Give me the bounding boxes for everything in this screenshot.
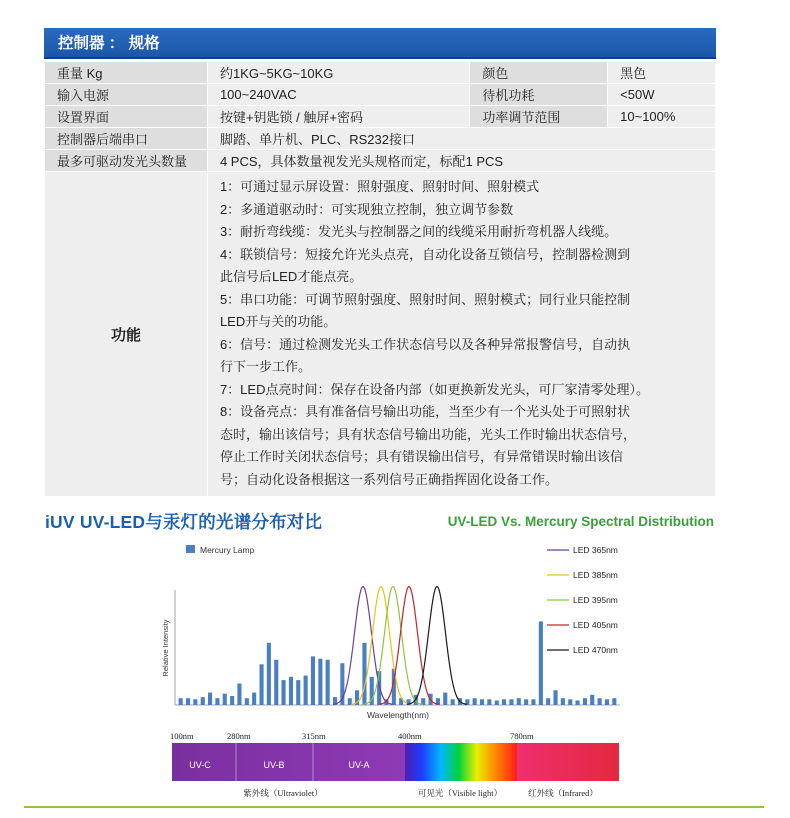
mercury-bar: [480, 699, 484, 705]
mercury-bar: [495, 701, 499, 706]
mercury-bar: [289, 677, 293, 705]
mercury-bar: [531, 699, 535, 705]
spectrum-section-title-cn: iUV UV-LED与汞灯的光谱分布对比: [45, 512, 323, 532]
band-uvb-label: UV-B: [263, 760, 285, 770]
mercury-bar: [443, 693, 447, 705]
function-line: 4：联锁信号：短接允许光头点亮，自动化设备互锁信号，控制器检测到: [219, 246, 631, 262]
spec-section-title: 控制器 ： 规格: [58, 35, 160, 52]
spec-label-range: 功率调节范围: [470, 106, 608, 128]
led-legend-label: LED 470nm: [573, 645, 618, 655]
mercury-bar: [568, 699, 572, 705]
mercury-bar: [318, 659, 322, 705]
spec-label-port: 控制器后端串口: [45, 128, 208, 150]
spec-value-ui: 按键+钥匙锁 / 触屏+密码: [207, 106, 469, 128]
mercury-bar: [362, 643, 366, 705]
mercury-bar: [237, 684, 241, 706]
spectral-chart: [0, 530, 790, 806]
mercury-bar: [546, 698, 550, 705]
table-row: [45, 62, 716, 84]
function-line: 停止工作时关闭状态信号；具有错误输出信号，有异常错误时输出该信: [219, 449, 623, 464]
led-legend-label: LED 365nm: [573, 545, 618, 555]
footer-divider: [24, 806, 764, 808]
band-tick: 400nm: [398, 731, 422, 741]
mercury-bar: [296, 680, 300, 705]
function-line: 号；自动化设备根据这一系列信号正确指挥固化设备工作。: [219, 471, 558, 487]
mercury-bar: [524, 699, 528, 705]
mercury-bar: [590, 695, 594, 705]
mercury-bar: [554, 690, 558, 705]
spec-value-port: 脚踏、单片机、PLC、RS232接口: [207, 128, 715, 150]
table-row: [45, 150, 716, 172]
spec-label-maxheads: 最多可驱动发光头数量: [45, 150, 208, 172]
mercury-bar: [539, 621, 543, 705]
led-legend-label: LED 395nm: [573, 595, 618, 605]
mercury-bar: [186, 698, 190, 705]
mercury-bar: [193, 699, 197, 705]
band-uva-label: UV-A: [348, 760, 370, 770]
spectrum-section-title-en: UV-LED Vs. Mercury Spectral Distribution: [447, 514, 714, 529]
band-tick: 315nm: [302, 731, 326, 741]
band-uvc-label: UV-C: [189, 760, 211, 770]
mercury-bar: [605, 699, 609, 705]
spec-value-standby: <50W: [608, 84, 716, 106]
function-line: 7：LED点亮时间：保存在设备内部（如更换新发光头，可厂家清零处理）。: [219, 381, 649, 397]
spec-table: [44, 61, 716, 497]
mercury-bar: [208, 693, 212, 705]
mercury-bar: [583, 698, 587, 705]
mercury-bar: [473, 698, 477, 705]
spec-label-color: 颜色: [470, 62, 608, 84]
table-row: [45, 172, 716, 497]
spec-value-input: 100~240VAC: [207, 84, 469, 106]
mercury-bar: [215, 698, 219, 705]
function-line: 6：信号：通过检测发光头工作状态信号以及各种异常报警信号，自动执: [219, 336, 631, 352]
caption-visible: 可见光（Visible light）: [417, 788, 503, 798]
visible-band: [405, 743, 517, 781]
function-line: 2：多通道驱动时：可实现独立控制，独立调节参数: [219, 201, 514, 217]
spec-value-maxheads: 4 PCS，具体数量视发光头规格而定，标配1 PCS: [207, 150, 715, 172]
band-tick: 280nm: [227, 731, 251, 741]
mercury-bar: [517, 698, 521, 705]
band-tick: 780nm: [510, 731, 534, 741]
function-line: 态时，输出该信号；具有状态信号输出功能，光头工作时输出状态信号，: [219, 426, 636, 442]
led-peaks: [333, 587, 467, 705]
function-line: 此信号后LED才能点亮。: [219, 269, 363, 284]
spec-label-weight: 重量 Kg: [45, 62, 208, 84]
mercury-bar: [223, 694, 227, 705]
table-row: [45, 106, 716, 128]
function-line: LED开与关的功能。: [219, 314, 337, 329]
mercury-bar: [612, 698, 616, 705]
spec-value-weight: 约1KG~5KG~10KG: [207, 62, 469, 84]
mercury-bar: [274, 660, 278, 705]
mercury-bar: [267, 643, 271, 705]
mercury-bar: [282, 680, 286, 705]
function-line: 3：耐折弯线缆：发光头与控制器之间的线缆采用耐折弯机器人线缆。: [219, 224, 618, 239]
mercury-bar: [502, 699, 506, 705]
mercury-bar: [598, 698, 602, 705]
spec-label-function: 功能: [45, 172, 208, 497]
mercury-bar: [304, 676, 308, 705]
function-line: 8：设备亮点：具有准备信号输出功能，当至少有一个光头处于可照射状: [219, 404, 631, 419]
caption-ultraviolet: 紫外线（Ultraviolet）: [243, 788, 323, 798]
mercury-bar: [311, 656, 315, 705]
mercury-bar: [509, 699, 513, 705]
spec-label-input: 输入电源: [45, 84, 208, 106]
mercury-bar: [576, 701, 580, 706]
table-row: [45, 128, 716, 150]
function-line: 5：串口功能：可调节照射强度、照射时间、照射模式；同行业只能控制: [219, 291, 631, 307]
spec-label-ui: 设置界面: [45, 106, 208, 128]
spec-value-function: [207, 172, 715, 497]
function-line: 行下一步工作。: [219, 359, 311, 374]
mercury-bar: [179, 698, 183, 705]
band-tick: 100nm: [170, 731, 194, 741]
function-line: 1：可通过显示屏设置：照射强度、照射时间、照射模式: [219, 179, 540, 194]
mercury-bar: [326, 660, 330, 705]
led-legend: [547, 545, 618, 655]
spec-value-color: 黑色: [608, 62, 716, 84]
legend-mercury-label: Mercury Lamp: [200, 545, 255, 555]
mercury-bars: [179, 621, 617, 705]
infrared-band: [517, 743, 619, 781]
y-axis-label: Relative Intensity: [161, 619, 170, 677]
led-legend-label: LED 405nm: [573, 620, 618, 630]
table-row: [45, 84, 716, 106]
legend-mercury-swatch: [186, 545, 195, 553]
x-axis-label: Wavelength(nm): [366, 710, 430, 720]
mercury-bar: [201, 697, 205, 705]
caption-infrared: 红外线（Infrared）: [528, 788, 598, 798]
mercury-bar: [230, 696, 234, 705]
mercury-bar: [245, 698, 249, 705]
led-peak-curve: [407, 587, 467, 705]
spec-label-standby: 待机功耗: [470, 84, 608, 106]
spec-value-range: 10~100%: [608, 106, 716, 128]
mercury-bar: [561, 698, 565, 705]
mercury-bar: [487, 699, 491, 705]
mercury-bar: [451, 699, 455, 705]
mercury-bar: [252, 693, 256, 705]
spec-section-header: [44, 28, 716, 59]
mercury-bar: [260, 664, 264, 705]
led-legend-label: LED 385nm: [573, 570, 618, 580]
